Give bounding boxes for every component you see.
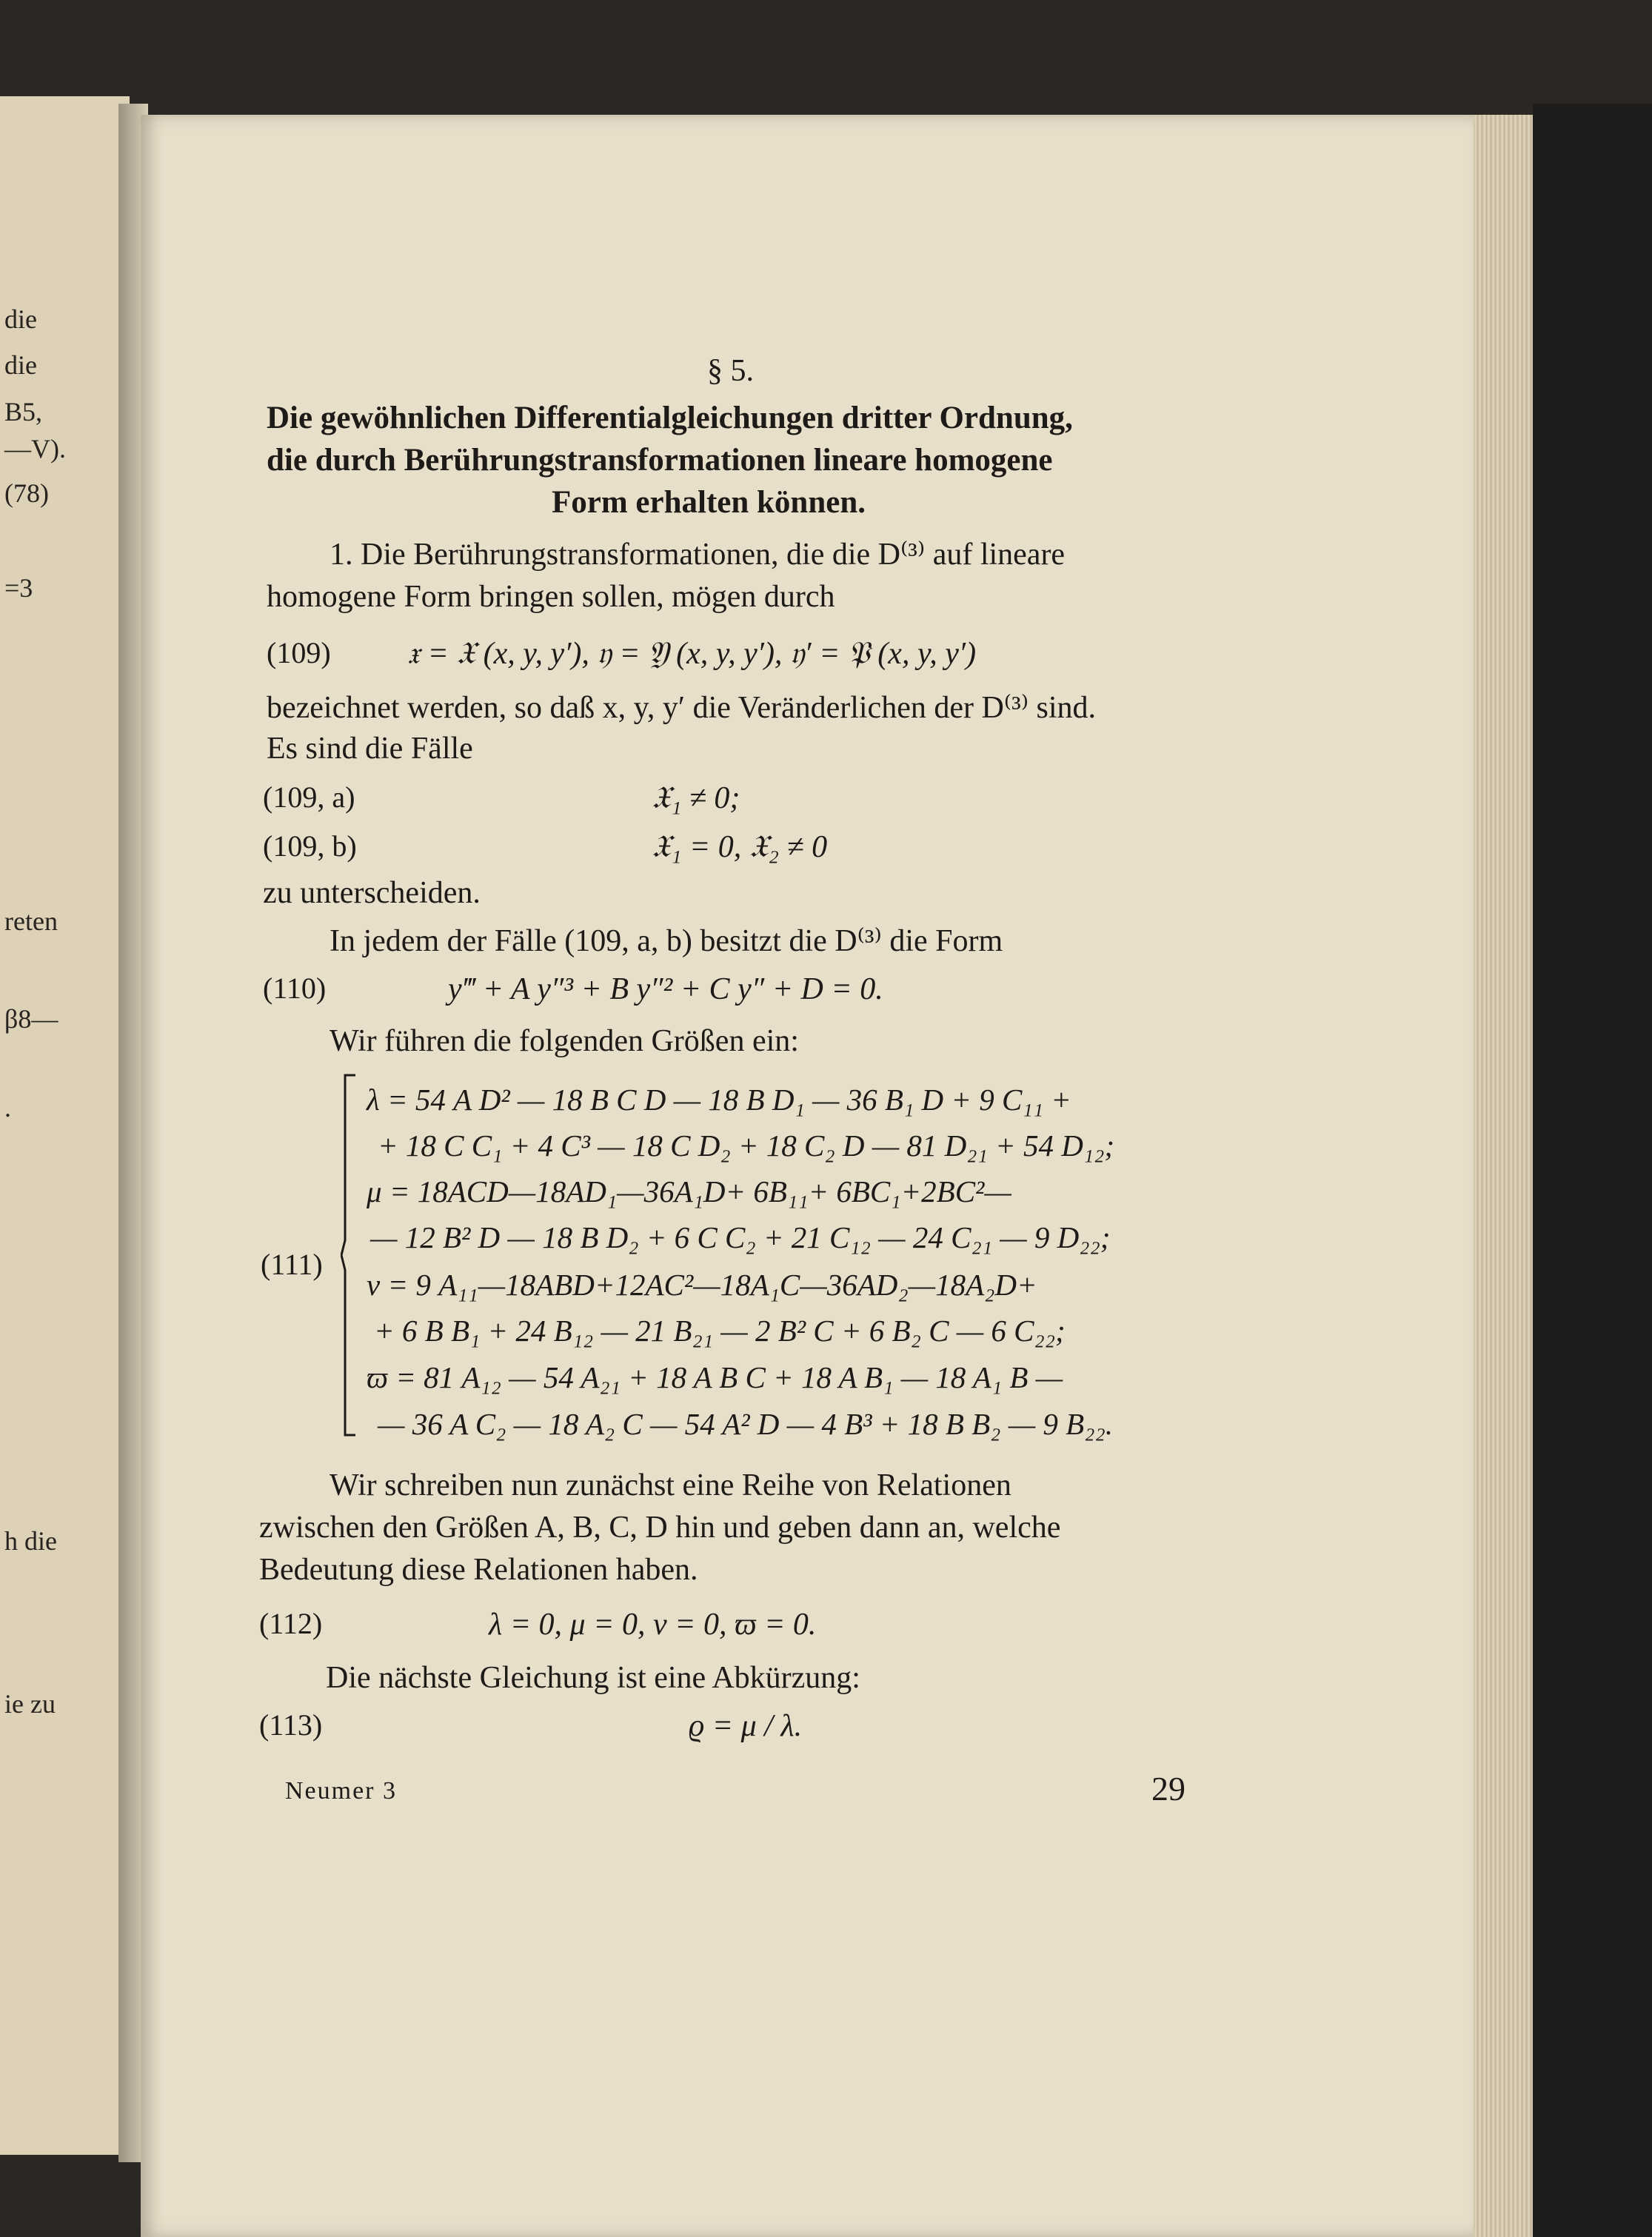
equation: ϱ = μ / λ.: [689, 1709, 803, 1743]
paragraph-line: 1. Die Berührungstransformationen, die die D⁽³⁾ auf lineare: [330, 538, 1066, 572]
page-edges: [1474, 115, 1533, 2237]
paragraph-line: zwischen den Größen A, B, C, D hin und geben dann an, welche: [259, 1511, 1061, 1545]
paragraph-line: Die nächste Gleichung ist eine Abkürzung:: [326, 1661, 860, 1695]
paragraph-line: In jedem der Fälle (109, a, b) besitzt die D⁽³⁾ die Form: [330, 924, 1003, 958]
equation-label: (111): [261, 1248, 323, 1281]
paragraph-line: Wir führen die folgenden Größen ein:: [330, 1024, 799, 1058]
equation-label: (110): [263, 972, 327, 1005]
prev-page-fragment: h die: [4, 1526, 57, 1556]
equation: 𝔵 = 𝔛 (x, y, y′), 𝔶 = 𝔜 (x, y, y′), 𝔶′ = 𝔓 (x, y, y′): [407, 637, 977, 671]
paragraph-line: Bedeutung diese Relationen haben.: [259, 1553, 698, 1587]
equation-label: (109, b): [263, 829, 357, 863]
paragraph-line: Wir schreiben nun zunächst eine Reihe von Relationen: [330, 1468, 1011, 1502]
prev-page-fragment: β8—: [4, 1004, 58, 1034]
prev-page-fragment: B5,: [4, 397, 43, 427]
equation-label: (113): [259, 1708, 323, 1742]
prev-page-fragment: reten: [4, 906, 58, 936]
equation-line: + 6 B B₁ + 24 B₁₂ — 21 B₂₁ — 2 B² C + 6 B₂ C — 6 C₂₂;: [374, 1314, 1066, 1348]
paragraph-line: bezeichnet werden, so daß x, y, y′ die Veränderlichen der D⁽³⁾ sind.: [267, 691, 1097, 725]
equation: y‴ + A y″³ + B y″² + C y″ + D = 0.: [448, 972, 883, 1006]
equation: 𝔛₁ ≠ 0;: [652, 781, 740, 815]
section-title-line: Form erhalten können.: [552, 485, 866, 520]
equation-label: (112): [259, 1607, 323, 1640]
equation-line: + 18 C C₁ + 4 C³ — 18 C D₂ + 18 C₂ D — 81 D₂₁ + 54 D₁₂;: [378, 1128, 1114, 1163]
paragraph-line: homogene Form bringen sollen, mögen durch: [267, 580, 835, 614]
equation-line: ϖ = 81 A₁₂ — 54 A₂₁ + 18 A B C + 18 A B₁ — 18 A₁ B —: [367, 1360, 1063, 1394]
equation-line: ν = 9 A₁₁—18ABD+12AC²—18A₁C—36AD₂—18A₂D+: [367, 1268, 1037, 1302]
prev-page-fragment: .: [4, 1093, 11, 1123]
equation-line: — 12 B² D — 18 B D₂ + 6 C C₂ + 21 C₁₂ — 24 C₂₁ — 9 D₂₂;: [370, 1220, 1111, 1254]
paragraph-line: Es sind die Fälle: [267, 732, 473, 766]
prev-page-fragment: —V).: [4, 434, 66, 464]
prev-page-fragment: (78): [4, 478, 49, 508]
equation-label: (109): [267, 636, 331, 669]
book-binding: [1533, 104, 1652, 2237]
paragraph-line: zu unterscheiden.: [263, 876, 481, 910]
equation-line: λ = 54 A D² — 18 B C D — 18 B D₁ — 36 B₁ D + 9 C₁₁ +: [367, 1083, 1071, 1117]
printer-signature: Neumer 3: [285, 1777, 398, 1805]
section-title-line: die durch Berührungstransformationen lineare homogene: [267, 443, 1053, 478]
equation-line: — 36 A C₂ — 18 A₂ C — 54 A² D — 4 B³ + 18 B B₂ — 9 B₂₂.: [378, 1407, 1113, 1441]
equation: λ = 0, μ = 0, ν = 0, ϖ = 0.: [489, 1608, 817, 1642]
prev-page-fragment: die: [4, 304, 37, 334]
equation-line: μ = 18ACD—18AD₁—36A₁D+ 6B₁₁+ 6BC₁+2BC²—: [367, 1174, 1011, 1208]
section-number: § 5.: [707, 354, 754, 388]
prev-page-fragment: ie zu: [4, 1689, 56, 1719]
prev-page-fragment: =3: [4, 573, 33, 603]
prev-page-fragment: die: [4, 350, 37, 380]
equation: 𝔛₁ = 0, 𝔛₂ ≠ 0: [652, 830, 828, 864]
equation-label: (109, a): [263, 780, 355, 814]
section-title-line: Die gewöhnlichen Differentialgleichungen dritter Ordnung,: [267, 401, 1073, 435]
left-brace: [341, 1074, 357, 1437]
page-number: 29: [1151, 1770, 1186, 1808]
